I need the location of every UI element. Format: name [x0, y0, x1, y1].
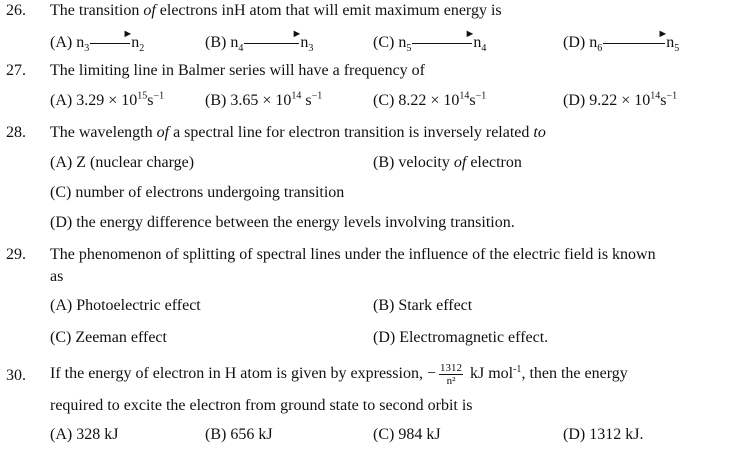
option-c[interactable]: (C) number of electrons undergoing transition	[50, 184, 345, 201]
option-c[interactable]: (C) $n_5$ ► $n_4$	[373, 28, 487, 55]
question-number: 28.	[6, 124, 26, 141]
option-b[interactable]: (B) velocity of electron	[373, 154, 522, 171]
option-b[interactable]: (B) Stark effect	[373, 297, 473, 314]
option-a[interactable]: (A) Photoelectric effect	[50, 297, 201, 314]
option-d[interactable]: (D) Electromagnetic effect.	[373, 329, 549, 346]
option-a[interactable]: (A) 328 kJ	[50, 426, 119, 443]
option-d[interactable]: (D) $9.22 \times 10^{14}s^{-1}$	[563, 90, 678, 109]
option-d[interactable]: (D) the energy difference between the energy levels involving transition.	[50, 214, 515, 231]
question-stem: The transition of electrons inH atom that will emit maximum energy is	[50, 2, 502, 19]
option-b[interactable]: (B) $n_4$ ► $n_3$	[205, 28, 314, 55]
arrow-icon: ►	[603, 34, 665, 52]
arrow-icon: ►	[244, 34, 299, 52]
question-stem: The phenomenon of splitting of spectral lines under the influence of the electric field is known	[50, 246, 656, 263]
option-b[interactable]: (B) $3.65 \times 10^{14}$ $s^{-1}$	[205, 90, 323, 109]
option-b[interactable]: (B) 656 kJ	[205, 426, 273, 443]
fraction: $\frac{1312}{\text{n²}}$	[439, 362, 462, 387]
question-number: 26.	[6, 2, 26, 19]
option-c[interactable]: (C) 984 kJ	[373, 426, 441, 443]
question-number: 29.	[6, 246, 26, 263]
question-number: 30.	[6, 367, 26, 384]
question-stem-cont: required to excite the electron from ground state to second orbit is	[50, 397, 473, 414]
option-d[interactable]: (D) $n_6$ ► $n_5$	[563, 28, 680, 55]
arrow-icon: ►	[90, 34, 130, 52]
option-a[interactable]: (A) $3.29 \times 10^{15}s^{-1}$	[50, 90, 165, 109]
option-c[interactable]: (C) $8.22 \times 10^{14}s^{-1}$	[373, 90, 487, 109]
question-stem: If the energy of electron in H atom is given by expression, − $\frac{1312}{\text{n²}}$ kJ mol$^{-1}$, then the energy	[50, 362, 628, 387]
question-stem: The wavelength of a spectral line for electron transition is inversely related to	[50, 124, 546, 141]
question-number: 27.	[6, 62, 26, 79]
option-d[interactable]: (D) 1312 kJ.	[563, 426, 644, 443]
arrow-icon: ►	[412, 34, 472, 52]
question-stem-cont: as	[50, 268, 64, 285]
option-a[interactable]: (A) Z (nuclear charge)	[50, 154, 195, 171]
question-stem: The limiting line in Balmer series will have a frequency of	[50, 62, 425, 79]
option-c[interactable]: (C) Zeeman effect	[50, 329, 167, 346]
option-a[interactable]: (A) $n_3$ ► $n_2$	[50, 28, 145, 55]
